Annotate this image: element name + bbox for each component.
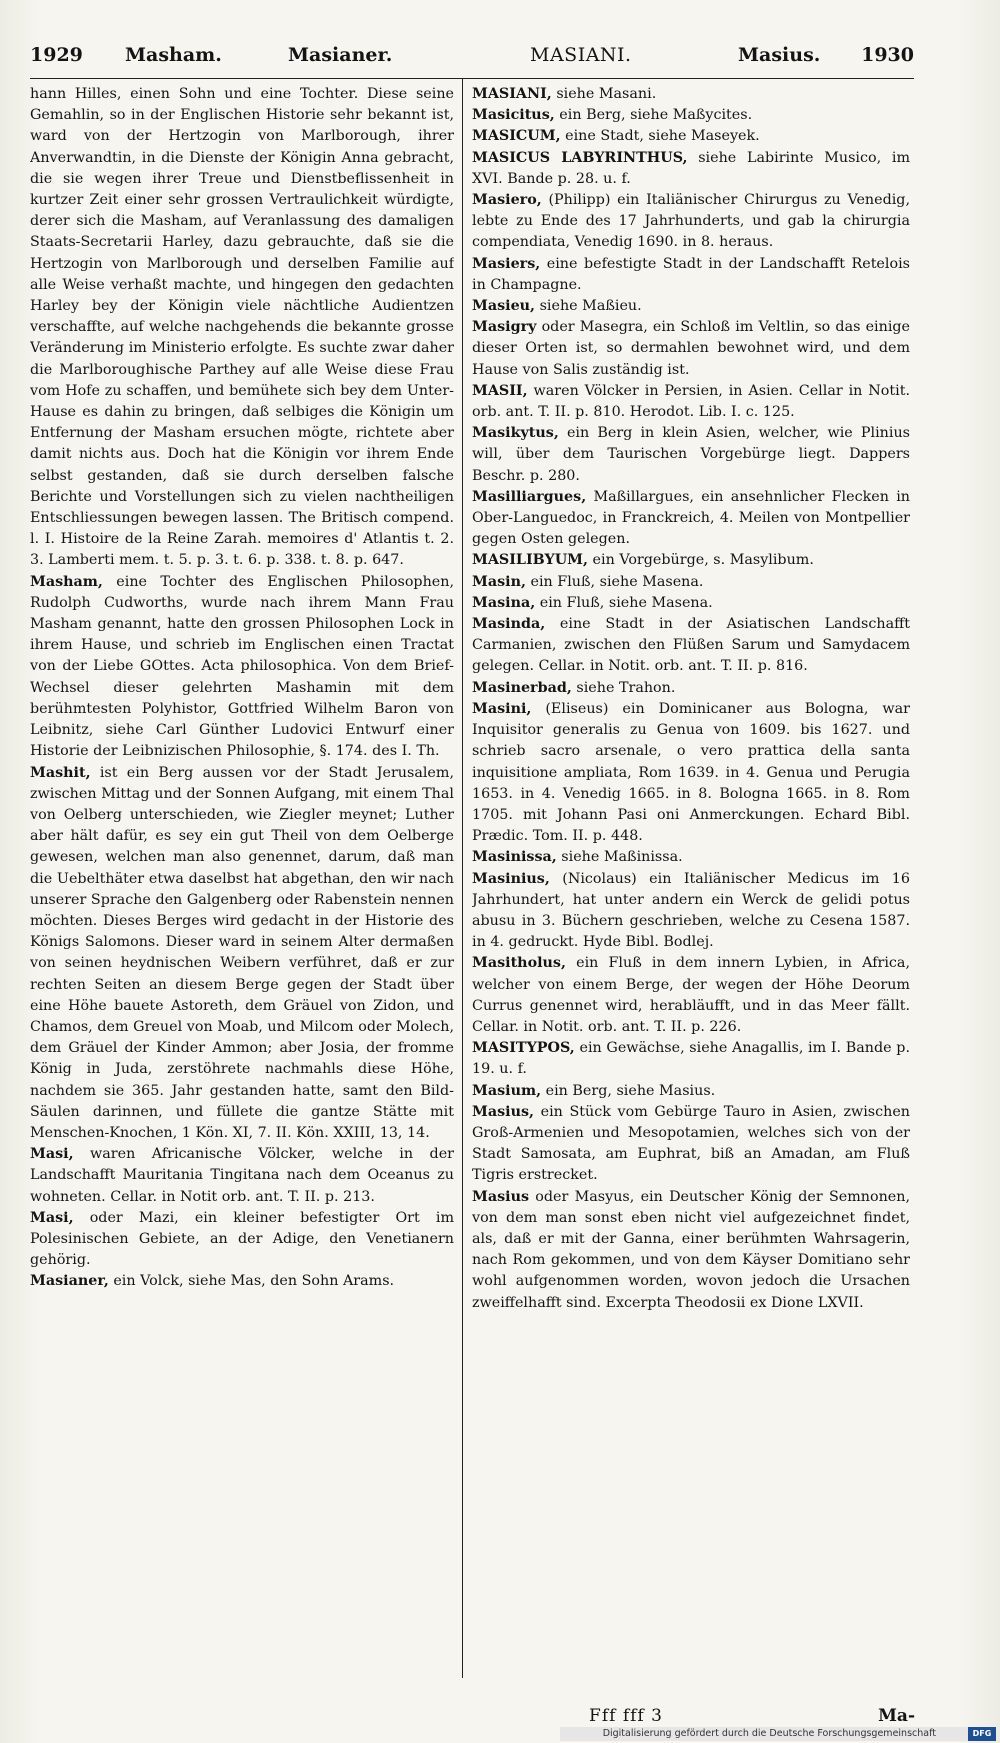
entry [30, 1144, 454, 1208]
entry-text: siehe Trahon. [576, 679, 676, 696]
entry-text: siehe Masani. [556, 86, 657, 102]
entry [472, 1187, 910, 1314]
entry-headword: Masina, [472, 594, 536, 611]
entry-text: siehe Maßinissa. [561, 849, 683, 866]
entry [472, 1081, 910, 1102]
entry-text: oder Masyus, ein Deutscher König der Semnonen, von dem man sonst eben nicht viel aufgezeichnet findet, als, daß er mit der Ganna, einer berühmten Wahrsagerin, nach Rom gekommen, und von dem Käyser Domitiano sehr wohl aufgenommen worden, wovon jedoch die Ursachen zweiffelhafft sind. Excerpta Theodosii ex Dione LXVII. [472, 1188, 910, 1311]
entry-headword: Masiero, [472, 192, 542, 209]
entry [472, 190, 910, 254]
entry-headword: MASICUM, [472, 128, 561, 145]
running-head [30, 44, 914, 80]
entry [472, 847, 910, 868]
entry-headword: Masikytus, [472, 425, 559, 442]
entry [472, 593, 910, 614]
header-rule [30, 78, 914, 79]
catchword: Ma- [878, 1706, 915, 1726]
entry-headword: Masius [472, 1188, 530, 1205]
dfg-logo-icon: DFG [968, 1727, 996, 1741]
entry-text: ein Fluß in dem innern Lybien, in Africa, welcher von einem Berge, der wegen der Höhe Deorum Currus genennet wird, herabläufft, und in das Meer fällt. Cellar. in Notit. orb. ant. T. II. p. 226. [472, 955, 910, 1035]
entry-text: hann Hilles, einen Sohn und eine Tochter. Diese seine Gemahlin, so in der Englischen Historie sehr bekannt ist, ward von der Hertzogin von Marlborough, ihrer Anverwandtin, in die Dienste der Königin Anna gebracht, die sie wegen ihrer Treue und Dienstbeflissenheit in kurtzer Zeit einer sehr grossen Vertraulichkeit würdigte, derer sich die Masham, auf Veranlassung des damaligen Staats-Secretarii Harley, dazu gebrauchte, daß sie die Hertzogin von Marlborough und derselben Familie auf alle Weise verhaßt machte, und hingegen den gedachten Harley bey der Königin viele nächtliche Audientzen verschaffte, auf welche nachgehends die bekannte grosse Veränderung im Ministerio erfolgte. Es suchte zwar daher die Marlboroughische Parthey auf alle Weise diese Frau vom Hofe zu schaffen, und bemühete sich bey dem Unter-Hause es dahin zu bringen, daß selbiges die Königin um Entfernung der Masham ersuchen mögte, richtete aber damit nichts aus. Doch hat die Königin vor ihrem Ende selbst gestanden, daß sie durch derselben falsche Berichte und Vorstellungen sich zu vielen nachtheiligen Entschliessungen bewegen lassen. The Britisch compend. l. I. Histoire de la Reine Zarah. memoires d' Atlantis t. 2. 3. Lamberti mem. t. 5. p. 3. t. 6. p. 338. t. 8. p. 647. [30, 86, 454, 569]
entry-text: (Eliseus) ein Dominicaner aus Bologna, war Inquisitor generalis zu Genua von 1609. bis 1627. und schrieb sacro arsenale, o vero prattica della santa inquisitione ampliata, Rom 1639. in 4. Genua und Perugia 1653. in 4. Venedig 1665. in 8. Bologna 1665. in 8. Rom 1705. mit Johann Pasi oni Anmerckungen. Echard Bibl. Prædic. Tom. II. p. 448. [472, 700, 910, 845]
entry-text: ein Stück vom Gebürge Tauro in Asien, zwischen Groß-Armenien und Mesopotamien, welches sich von der Stadt Samosata, am Euphrat, biß an Amadan, am Fluß Tigris erstrecket. [472, 1103, 910, 1184]
entry-headword: Masitholus, [472, 955, 566, 972]
entry-text: ein Fluß, siehe Masena. [539, 594, 713, 611]
entry-headword: Masilliargues, [472, 488, 587, 505]
entry-headword: Masham, [30, 573, 103, 590]
left-page-number: 1929 [30, 44, 83, 66]
entry [472, 869, 910, 954]
entry [30, 763, 454, 1145]
entry [472, 550, 910, 571]
entry-headword: Masigry [472, 319, 537, 336]
entry-text: eine Stadt in der Asiatischen Landschafft Carmanien, zwischen den Flüßen Sarum und Samydacem gelegen. Cellar. in Notit. orb. ant. T. II. p. 816. [472, 616, 910, 675]
entry [472, 317, 910, 381]
entry-headword: Masius, [472, 1103, 534, 1120]
entry [472, 84, 910, 105]
entry-headword: Mashit, [30, 764, 91, 781]
entry [30, 1208, 454, 1272]
entry-headword: Masium, [472, 1082, 542, 1099]
entry [472, 254, 910, 296]
entry-text: Maßillargues, ein ansehnlicher Flecken in Ober-Languedoc, in Franckreich, 4. Meilen von Montpellier gegen Osten gelegen. [472, 488, 910, 548]
entry-text: ein Berg, siehe Masius. [545, 1082, 716, 1099]
digitization-note: Digitalisierung gefördert durch die Deutsche Forschungsgemeinschaft [560, 1727, 968, 1741]
entry [30, 84, 454, 572]
entry-headword: Masieu, [472, 298, 536, 315]
entry-text: oder Mazi, ein kleiner befestigter Ort im Polesinischen Gebiete, an der Adige, den Venetianern gehörig. [30, 1209, 454, 1269]
column-divider [462, 78, 463, 1678]
entry-headword: MASII, [472, 382, 528, 399]
entry-text: ein Vorgebürge, s. Masylibum. [592, 552, 814, 569]
entry [472, 105, 910, 126]
left-first-catchword: Masham. [125, 44, 222, 66]
right-last-catchword: Masius. [738, 44, 821, 66]
entry-headword: Masinius, [472, 870, 550, 887]
entry [472, 614, 910, 678]
entry-headword: Masianer, [30, 1273, 109, 1290]
right-page-number: 1930 [861, 44, 914, 66]
entry-text: waren Völcker in Persien, in Asien. Cellar in Notit. orb. ant. T. II. p. 810. Herodot. Lib. I. c. 125. [472, 382, 910, 421]
entry-text: eine befestigte Stadt in der Landschafft Retelois in Champagne. [472, 255, 910, 293]
entry-text: ein Volck, siehe Mas, den Sohn Arams. [113, 1273, 395, 1290]
entry-headword: MASIANI, [472, 86, 552, 102]
entry-text: ist ein Berg aussen vor der Stadt Jerusalem, zwischen Mittag und der Sonnen Aufgang, mit einem Thal von Oelberg unterschieden, wie Ziegler meynet; Luther aber hält dafür, es sey ein gut Theil von dem Oelberge gewesen, welchen man also genennet, darum, daß man die Uebelthäter etwa daselbst hat abgethan, den wir nach unserer Sprache den Galgenberg oder Rabenstein nennen möchten. Dieses Berges wird gedacht in der Historie des Königs Salomons. Dieser ward in seinem Alter dermaßen von seinen heydnischen Weibern verführet, daß er zur rechten Seiten an diesem Berge gegen der Stadt über eine Höhe bauete Astoreth, dem Gräuel von Zidon, und Chamos, dem Greuel von Moab, und Milcom oder Molech, dem Gräuel der Kinder Ammon; aber Josia, der fromme König in Juda, zerstöhrete nachmahls diese Höhe, nachdem sie 365. Jahr gestanden hatte, samt den Bild-Säulen darinnen, und füllete die gantze Stätte mit Menschen-Knochen, 1 Kön. XI, 7. II. Kön. XXIII, 13, 14. [30, 764, 454, 1141]
entry-text: ein Berg in klein Asien, welcher, wie Plinius will, über dem Taurischen Vorgebürge liegt. Dappers Beschr. p. 280. [472, 425, 910, 484]
entry [472, 487, 910, 551]
entry-headword: Masicitus, [472, 107, 555, 124]
entry-headword: Masinissa, [472, 849, 557, 866]
entry-headword: Masi, [30, 1146, 74, 1163]
entry-text: siehe Labirinte Musico, im XVI. Bande p. 28. u. f. [472, 149, 910, 187]
entry [30, 1271, 454, 1292]
entry [472, 381, 910, 423]
entry [472, 126, 910, 147]
entry [472, 953, 910, 1038]
left-column [30, 84, 454, 1679]
entry-text: ein Berg, siehe Maßycites. [559, 107, 753, 124]
entry-text: (Nicolaus) ein Italiänischer Medicus im 16 Jahrhundert, hat unter andern ein Werck de gelidi potus abusu in 3. Büchern geschrieben, welche zu Cesena 1587. in 4. gedruckt. Hyde Bibl. Bodlej. [472, 870, 910, 951]
entry [472, 572, 910, 593]
entry-headword: MASILIBYUM, [472, 552, 588, 569]
entry-headword: Masi, [30, 1209, 74, 1226]
entry [472, 678, 910, 699]
entry-headword: MASICUS LABYRINTHUS, [472, 149, 688, 166]
entry-text: ein Gewächse, siehe Anagallis, im I. Bande p. 19. u. f. [472, 1040, 910, 1078]
entry [472, 296, 910, 317]
entry-headword: Masinerbad, [472, 679, 572, 696]
entry [472, 1102, 910, 1187]
entry [472, 148, 910, 190]
right-first-catchword: MASIANI. [530, 44, 632, 66]
entry-headword: Masini, [472, 700, 532, 717]
entry-text: eine Stadt, siehe Maseyek. [565, 128, 760, 145]
entry [472, 423, 910, 487]
entry [472, 699, 910, 847]
entry-text: (Philipp) ein Italiänischer Chirurgus zu Venedig, lebte zu Ende des 17 Jahrhunderts, und gab la chirurgia compendiata, Venedig 1690. in 8. heraus. [472, 192, 910, 251]
signature-mark: Fff fff 3 [589, 1706, 663, 1726]
entry-text: waren Africanische Völcker, welche in der Landschafft Mauritania Tingitana nach dem Oceanus zu wohneten. Cellar. in Notit orb. ant. T. II. p. 213. [30, 1146, 454, 1205]
entry-text: siehe Maßieu. [539, 298, 642, 315]
right-column [472, 84, 910, 1679]
entry-headword: Masin, [472, 573, 526, 590]
entry-text: eine Tochter des Englischen Philosophen, Rudolph Cudworths, wurde nach ihrem Mann Frau Masham genannt, hatte den grossen Philosophen Lock in ihrem Hause, und schrieb im Englischen einen Tractat von der Liebe GOttes. Acta philosophica. Von dem Brief-Wechsel dieser gelehrten Mashamin mit dem berühmtesten Polyhistor, Gottfried Wilhelm Baron von Leibnitz, siehe Carl Günther Ludovici Entwurf einer Historie der Leibnizischen Philosophie, §. 174. des I. Th. [30, 573, 454, 760]
entry-text: oder Masegra, ein Schloß im Veltlin, so das einige dieser Orten ist, so dermahlen bewohnet wird, und dem Hause von Salis zuständig ist. [472, 319, 910, 378]
entry-text: ein Fluß, siehe Masena. [530, 573, 704, 590]
entry [472, 1038, 910, 1080]
entry-headword: Masiers, [472, 255, 541, 272]
entry-headword: MASITYPOS, [472, 1040, 575, 1057]
entry-headword: Masinda, [472, 616, 546, 633]
entry [30, 572, 454, 763]
left-last-catchword: Masianer. [288, 44, 393, 66]
